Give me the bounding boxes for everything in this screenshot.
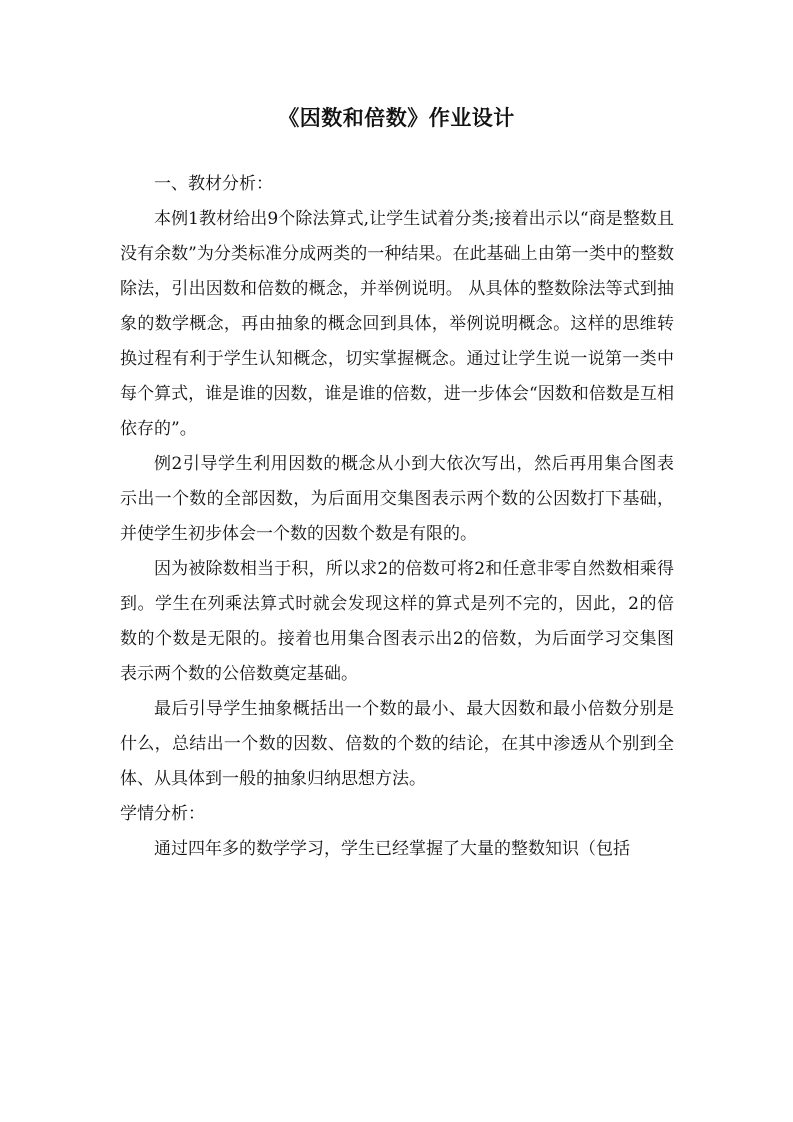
section-heading-student-analysis: 学情分析：: [120, 804, 205, 824]
section-heading-material-analysis: 一、教材分析：: [154, 174, 273, 194]
paragraph-multiples-of-2: 因为被除数相当于积，所以求2的倍数可将2和任意非零自然数相乘得到。学生在列乘法算式时就会发现这样的算式是列不完的，因此，2的倍数的个数是无限的。接着也用集合图表示出2的倍数，为后面学习交集图表示两个数的公倍数奠定基础。: [120, 559, 674, 684]
paragraph-example-2: 例2引导学生利用因数的概念从小到大依次写出，然后再用集合图表示出一个数的全部因数，为后面用交集图表示两个数的公因数打下基础，并使学生初步体会一个数的因数个数是有限的。: [120, 454, 674, 544]
document-title: 《因数和倍数》作业设计: [278, 105, 515, 130]
document-body: [120, 167, 674, 867]
paragraph-student-analysis: 通过四年多的数学学习，学生已经掌握了大量的整数知识（包括: [154, 839, 630, 859]
paragraph-summary: 最后引导学生抽象概括出一个数的最小、最大因数和最小倍数分别是什么，总结出一个数的因数、倍数的个数的结论，在其中渗透从个别到全体、从具体到一般的抽象归纳思想方法。: [120, 699, 674, 789]
paragraph-example-1: 本例1教材给出9个除法算式,让学生试着分类;接着出示以“商是整数且没有余数”为分类标准分成两类的一种结果。在此基础上由第一类中的整数除法，引出因数和倍数的概念，并举例说明。 从具体的整数除法等式到抽象的数学概念，再由抽象的概念回到具体，举例说明概念。这样的思维转换过程有利于学生认知概念，切实掌握概念。通过让学生说一说第一类中每个算式，谁是谁的因数，谁是谁的倍数，进一步体会“因数和倍数是互相依存的”。: [120, 209, 674, 439]
